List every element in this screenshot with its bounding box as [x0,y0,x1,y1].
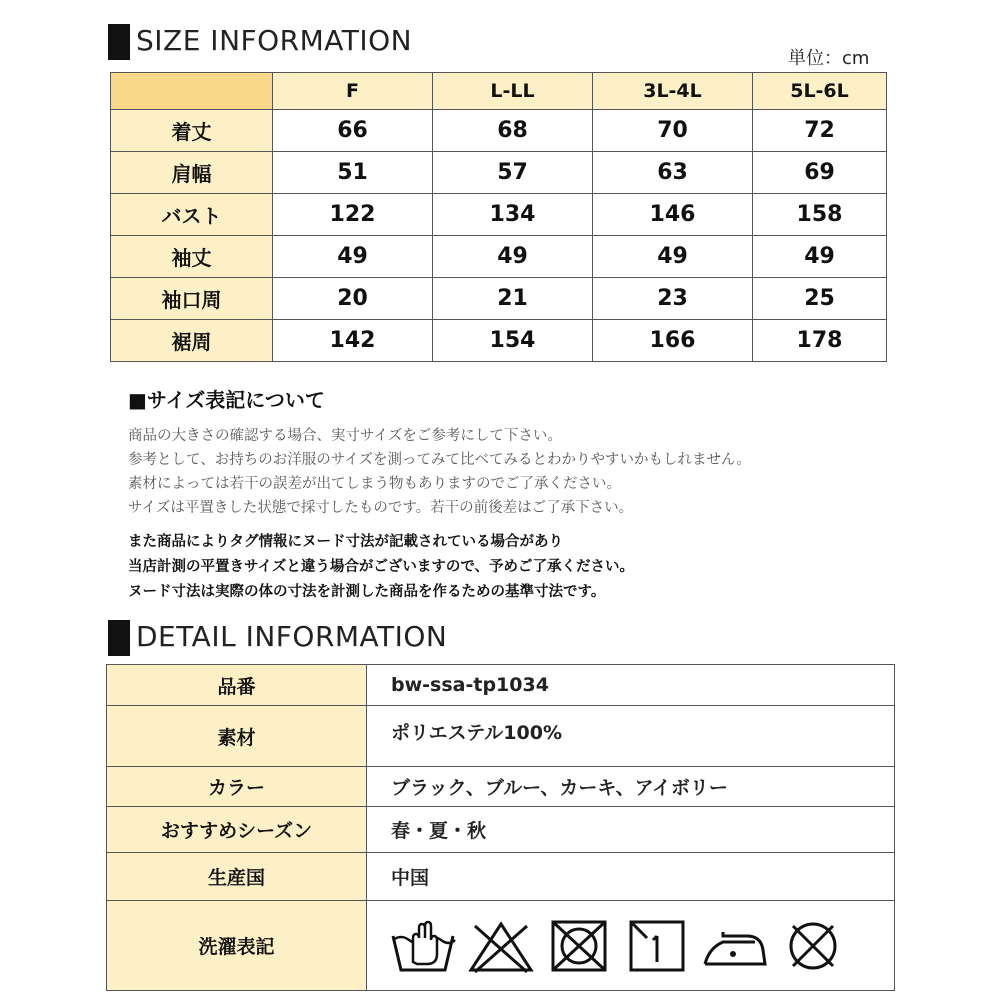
size-row [111,320,887,362]
detail-value: bw-ssa-tp1034 [367,665,895,706]
size-cell: 134 [433,194,593,236]
size-corner-cell [111,73,273,110]
size-cell: 70 [593,110,753,152]
detail-row [107,901,895,991]
size-cell: 51 [273,152,433,194]
size-col-header: L-LL [433,73,593,110]
size-note-bold-line: 当店計測の平置きサイズと違う場合がございますので、予めご了承ください。 [128,559,635,575]
detail-value: ポリエステル100% [367,706,895,767]
size-cell: 20 [273,278,433,320]
size-cell: 63 [593,152,753,194]
size-cell: 154 [433,320,593,362]
size-row-label: 袖丈 [111,236,273,278]
size-header-row [111,73,887,110]
size-cell: 49 [593,236,753,278]
size-col-header: F [273,73,433,110]
size-cell: 25 [753,278,887,320]
iron-low-icon [701,918,769,974]
size-cell: 66 [273,110,433,152]
unit-label: 単位：cm [788,48,870,69]
size-row-label: バスト [111,194,273,236]
size-notes-title: ■サイズ表記について [128,388,325,412]
size-note-line: サイズは平置きした状態で採寸したものです。若干の前後差はご了承下さい。 [128,500,634,516]
detail-value: 中国 [367,853,895,901]
size-row [111,278,887,320]
care-symbols-cell [367,901,895,991]
no-tumble-dry-icon [545,918,613,974]
size-col-header: 3L-4L [593,73,753,110]
size-cell: 122 [273,194,433,236]
size-section-title: SIZE INFORMATION [136,24,413,57]
care-symbols [389,918,894,974]
size-row-label: 肩幅 [111,152,273,194]
detail-label: おすすめシーズン [107,807,367,853]
size-row [111,152,887,194]
detail-row [107,807,895,853]
size-row [111,110,887,152]
size-cell: 68 [433,110,593,152]
size-row-label: 裾周 [111,320,273,362]
detail-row [107,706,895,767]
no-dry-clean-icon [779,918,847,974]
size-note-line: 素材によっては若干の誤差が出てしまう物もありますのでご了承ください。 [128,476,621,492]
size-row [111,194,887,236]
detail-table [106,664,895,991]
detail-row [107,665,895,706]
size-cell: 57 [433,152,593,194]
size-table [110,72,887,362]
size-cell: 146 [593,194,753,236]
detail-section-title: DETAIL INFORMATION [136,620,448,653]
detail-label: カラー [107,767,367,807]
detail-label: 生産国 [107,853,367,901]
size-cell: 72 [753,110,887,152]
detail-row [107,767,895,807]
size-cell: 23 [593,278,753,320]
size-cell: 49 [273,236,433,278]
size-cell: 49 [433,236,593,278]
size-cell: 69 [753,152,887,194]
no-bleach-icon [467,918,535,974]
size-note-line: 参考として、お持ちのお洋服のサイズを測ってみて比べてみるとわかりやすいかもしれません。 [128,452,751,468]
detail-label: 素材 [107,706,367,767]
size-cell: 21 [433,278,593,320]
detail-value: ブラック、ブルー、カーキ、アイボリー [367,767,895,807]
flat-dry-icon [623,918,691,974]
detail-label: 洗濯表記 [107,901,367,991]
size-note-bold-line: ヌード寸法は実際の体の寸法を計測した商品を作るための基準寸法です。 [128,584,606,600]
detail-row [107,853,895,901]
size-note-line: 商品の大きさの確認する場合、実寸サイズをご参考にして下さい。 [128,428,562,444]
size-cell: 158 [753,194,887,236]
detail-section-marker [108,620,130,656]
hand-wash-icon [389,918,457,974]
detail-label: 品番 [107,665,367,706]
size-col-header: 5L-6L [753,73,887,110]
size-row [111,236,887,278]
size-section-marker [108,24,130,60]
size-note-bold-line: また商品によりタグ情報にヌード寸法が記載されている場合があり [128,534,563,550]
size-cell: 49 [753,236,887,278]
size-row-label: 着丈 [111,110,273,152]
size-cell: 178 [753,320,887,362]
size-row-label: 袖口周 [111,278,273,320]
size-cell: 142 [273,320,433,362]
detail-value: 春・夏・秋 [367,807,895,853]
size-cell: 166 [593,320,753,362]
